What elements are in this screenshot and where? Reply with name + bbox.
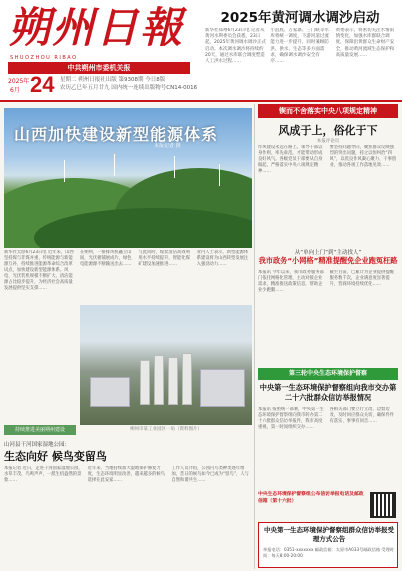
party-organ-line: 中共朔州市委机关报 [8,62,190,74]
silo-shape [182,353,192,405]
wetland-col: 近年来，当地持续加大湿地保护修复力度，生态环境明显改善，越来越多的候鸟选择在此安家…… [87,466,166,483]
qr-code-icon[interactable] [370,492,396,518]
side-story-headline[interactable]: 风成于上，俗化于下 [278,124,378,137]
logo-pinyin: SHUOZHOU RIBAO [10,55,78,61]
column-banner: 锲而不舍落实中央八项规定精神 [258,104,398,118]
hero-photo[interactable] [4,108,252,248]
env-col: 各相关部门要立行立改、边督边改，及时回应群众关切，确保件件有落实、事事有回音…… [329,407,394,424]
policy-col: 截至目前，已累计为企业提供提醒服务数千次，企业满意度显著提升，营商环境持续优化…… [329,270,394,287]
silo-shape [154,355,164,405]
hero-caption: 本报记者 摄 [154,143,181,149]
silo-shape [168,357,178,405]
side-story-byline: 本报评论员 [316,139,340,144]
top-story-body [205,28,397,98]
wind-turbine-icon [114,154,115,176]
building-shape [90,377,130,407]
issue-date [8,72,198,98]
top-story-headline[interactable]: 2025年黄河调水调沙启动 [220,10,380,26]
top-story-col: 新华社郑州6月23日电 记者从黄河水利委员会获悉，23日起，2025年黄河调水调沙正式启动。本次调水调沙将持续约20天，通过水库联合调度塑造人工洪水过程…… [205,28,266,65]
column-divider [254,104,255,569]
lead-story-col: 与此同时，煤炭清洁高效利用水平持续提升，智能化煤矿建设加速推进…… [138,250,190,267]
env-body [258,407,398,487]
wind-turbine-icon [174,156,175,178]
newspaper-logo: 朔州日報 [8,3,185,52]
top-story-col: 小浪底、万家寨、三门峡等水库将统一调度，下游河道过流能力进一步提升，同时兼顾防洪、供水、生态等多方面需求，确保调水调沙安全有序…… [270,28,329,65]
report-contact-block [258,492,398,518]
env-col: 本报讯 按照统一部署，中央第一生态环境保护督察组向我市转办第二十六批群众信访举报件，我市高度重视，第一时间组织交办…… [258,407,324,430]
wetland-col: 工作人员介绍，公园内鸟类种类逐年增加，昔日的候鸟如今已成为“留鸟”，人与自然和谐共生…… [171,466,249,483]
lead-story-col: 业内人士表示，新型能源体系建设将为山西转型发展注入强劲动力…… [196,250,249,267]
lead-story-col: 在朔州，一排排风机矗立山间，光伏板铺展成片，绿色电能源源不断输送出去…… [80,250,132,267]
side-story-body [258,145,398,245]
report-contact-text: 中央生态环境保护督察组公布信访举报电话及邮政信箱（第十六批） [258,492,364,504]
top-story-col: 黄委表示，将密切关注水情雨情变化，加强水库群联合调度，保障沿黄群众生命财产安全，推动黄河流域生态保护和高质量发展…… [335,28,395,58]
notice-headline[interactable]: 中央第一生态环境保护督察组群众信访举报受理方式公告 [264,526,394,543]
policy-body [258,270,398,365]
policy-headline[interactable]: 我市政务“小网格”精准提醒免企业跑冤枉路 [258,256,398,265]
wetland-kicker: 山河县干河国家湿地公园： [4,442,71,448]
issue-info-line1: 星期二 朔州日报社出版 第9308期 今日8版 [60,77,166,83]
lead-story-body: 新华社太原6月23日电 近年来，山西坚持煤与非煤并重、传统能源与新能源互补，持续推进能源革命综合改革试点，加快建设新型能源体系。风电、光伏装机规模不断扩大，清洁能源占比稳步提升，为经济社会高质量发展提供坚实支撑…… [4,250,74,291]
wetland-headline[interactable]: 生态向好 候鸟变留鸟 [4,450,107,463]
side-story-col: 要坚持问题导向，聚焦群众反映强烈的突出问题，持之以恒纠治“四风”，以优良作风凝心聚力、干事创业，推动各项工作落地见效…… [329,145,397,168]
policy-kicker: 从“单向上门”到“主动找人” [294,250,362,256]
industrial-photo[interactable] [80,305,252,425]
notice-body: 举报电话：0351-xxxxxxx 邮政信箱：太原市A033号邮政信箱 受理时间：每天8:00-20:00 [263,547,394,558]
hero-headline[interactable]: 山西加快建设新型能源体系 [14,125,219,144]
building-shape [200,369,245,407]
side-story-col: 作风建设永远在路上。领导干部以身作则、率先垂范，才能带动形成良好风气。各级党员干部要从自身做起，严格落实中央八项规定精神…… [258,145,323,174]
wind-turbine-icon [64,160,65,182]
industrial-photo-caption: 朔州市某工业园区一角（资料图片） [130,427,202,432]
wind-turbine-icon [219,164,220,186]
issue-year: 2025年 [8,78,30,85]
issue-day: 24 [30,72,55,97]
issue-month: 6月 [10,87,20,94]
masthead-divider [0,100,402,102]
lead-story-columns [80,250,252,302]
env-inspection-tag: 第三轮中央生态环境保护督察 [258,368,398,380]
issue-info-line2: 农历乙巳年五月廿九 国内统一连续出版物号CN14-0016 [60,85,198,91]
policy-col: 本报讯 今年以来，我市政务服务部门依托网格化管理，主动对接企业需求，精准推送政策信息，帮助企业少跑腿…… [258,270,324,293]
wetland-body [4,466,252,566]
silo-shape [140,360,150,405]
section-tag: 持续推进美丽朔州建设 [4,425,76,435]
notice-box [258,522,398,568]
masthead [0,0,402,100]
issue-info [60,76,200,92]
env-headline[interactable]: 中央第一生态环境保护督察组向我市交办第二十六批群众信访举报情况 [259,383,397,402]
wetland-col: 本报记者 近日，走进干河国家湿地公园，水草丰茂，鸟鸣声声，一派生机盎然的景象…… [4,466,83,483]
